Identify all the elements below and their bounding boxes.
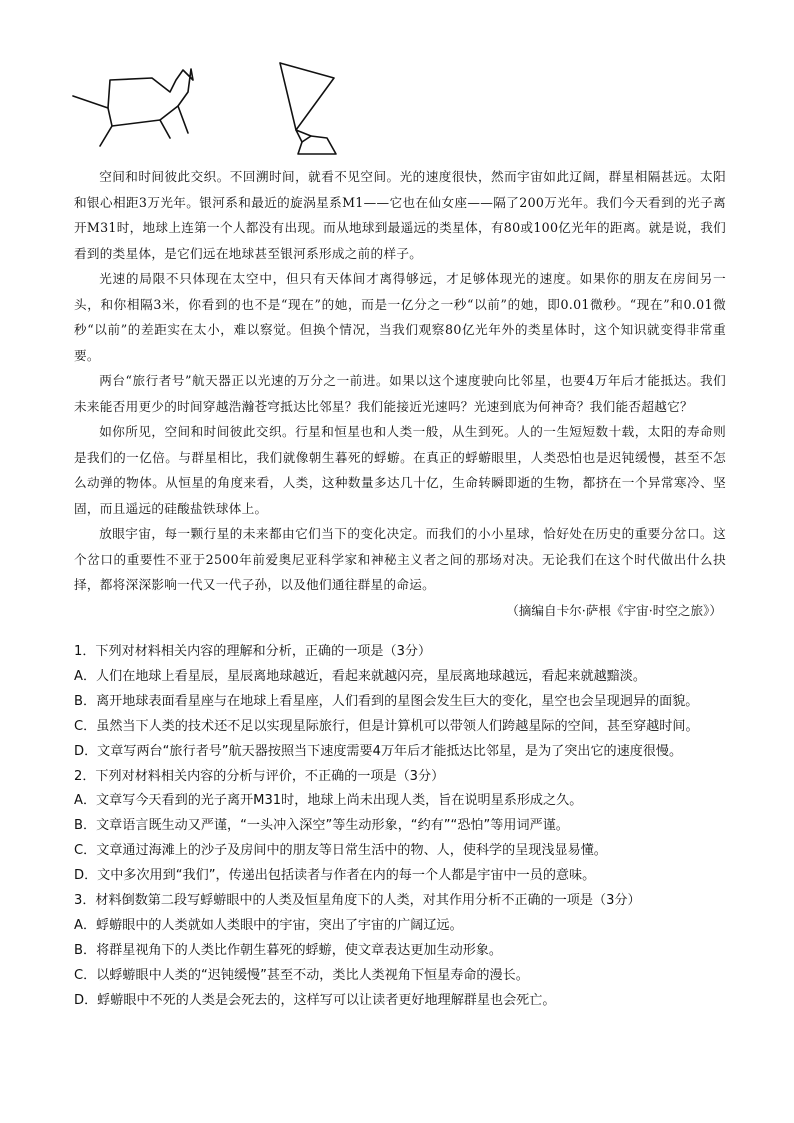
question-list (74, 640, 734, 1014)
question-1 (74, 640, 734, 765)
question-stem: 3．材料倒数第二段写蜉蝣眼中的人类及恒星角度下的人类，对其作用分析不正确的一项是（3分） (74, 893, 641, 909)
question-option-d: D．蜉蝣眼中不死的人类是会死去的，这样写可以让读者更好地理解群星也会死亡。 (74, 992, 556, 1008)
article-paragraph-5: 放眼宇宙，每一颗行星的未来都由它们当下的变化决定。而我们的小小星球，恰好处在历史的重要分岔口。这个岔口的重要性不亚于2500年前爱奥尼亚科学家和神秘主义者之间的那场对决。无论我们在这个时代做出什么抉择，都将深深影响一代又一代子孙，以及他们通往群星的命运。 (74, 526, 726, 592)
article-source: （摘编自卡尔·萨根《宇宙·时空之旅》） (506, 602, 722, 618)
question-option-a: A．蜉蝣眼中的人类就如人类眼中的宇宙，突出了宇宙的广阔辽远。 (74, 917, 463, 933)
question-3 (74, 889, 734, 1014)
article-paragraph-4: 如你所见，空间和时间彼此交织。行星和恒星也和人类一般，从生到死。人的一生短短数十载，太阳的寿命则是我们的一亿倍。与群星相比，我们就像朝生暮死的蜉蝣。在真正的蜉蝣眼里，人类恐怕也是迟钝缓慢，甚至不怎么动弹的物体。从恒星的角度来看，人类，这种数量多达几十亿，生命转瞬即逝的生物，都挤在一个异常寒冷、坚固，而且遥远的硅酸盐铁球体上。 (74, 424, 726, 516)
crater-constellation-figure (280, 63, 336, 154)
question-option-c: C．文章通过海滩上的沙子及房间中的朋友等日常生活中的物、人，使科学的呈现浅显易懂。 (74, 843, 607, 859)
question-option-b: B．文章语言既生动又严谨，“一头冲入深空”等生动形象，“约有”“恐怕”等用词严谨。 (74, 818, 569, 834)
article-text (74, 164, 726, 623)
article-paragraph-2: 光速的局限不只体现在太空中，但只有天体间才离得够远，才足够体现光的速度。如果你的朋友在房间另一头，和你相隔3米，你看到的也不是“现在”的她，而是一亿分之一秒“以前”的她，即0.01微秒。“现在”和0.01微秒“以前”的差距实在太小，难以察觉。但换个情况，当我们观察80亿光年外的类星体时，这个知识就变得非常重要。 (74, 271, 726, 363)
question-option-d: D．文中多次用到“我们”，传递出包括读者与作者在内的每一个人都是宇宙中一员的意味。 (74, 868, 596, 884)
question-2 (74, 765, 734, 890)
question-option-b: B．将群星视角下的人类比作朝生暮死的蜉蝣，使文章表达更加生动形象。 (74, 942, 502, 958)
question-option-c: C．以蜉蝣眼中人类的“迟钝缓慢”甚至不动，类比人类视角下恒星寿命的漫长。 (74, 967, 529, 983)
question-option-a: A．人们在地球上看星辰，星辰离地球越近，看起来就越闪亮，星辰离地球越远，看起来就越黯淡。 (74, 668, 646, 684)
question-stem: 2．下列对材料相关内容的分析与评价，不正确的一项是（3分） (74, 768, 445, 784)
question-option-d: D．文章写两台“旅行者号”航天器按照当下速度需要4万年后才能抵达比邻星，是为了突出它的速度很慢。 (74, 743, 683, 759)
leo-constellation-figure (73, 69, 193, 146)
question-option-c: C．虽然当下人类的技术还不足以实现星际旅行，但是计算机可以带领人们跨越星际的空间，甚至穿越时间。 (74, 718, 699, 734)
question-stem: 1．下列对材料相关内容的理解和分析，正确的一项是（3分） (74, 644, 432, 659)
article-paragraph-3: 两台“旅行者号”航天器正以光速的万分之一前进。如果以这个速度驶向比邻星，也要4万年后才能抵达。我们未来能否用更少的时间穿越浩瀚苍穹抵达比邻星？我们能接近光速吗？光速到底为何神奇？我们能否超越它？ (74, 373, 726, 414)
article-paragraph-1: 空间和时间彼此交织。不回溯时间，就看不见空间。光的速度很快，然而宇宙如此辽阔，群星相隔甚远。太阳和银心相距3万光年。银河系和最近的旋涡星系M1——它也在仙女座——隔了200万光年。我们今天看到的光子离开M31时，地球上连第一个人都没有出现。而从地球到最遥远的类星体，有80或100亿光年的距离。就是说，我们看到的类星体，是它们远在地球甚至银河系形成之前的样子。 (74, 169, 726, 261)
question-option-a: A．文章写今天看到的光子离开M31时，地球上尚未出现人类，旨在说明星系形成之久。 (74, 793, 583, 809)
question-option-b: B．离开地球表面看星座与在地球上看星座，人们看到的星图会发生巨大的变化，星空也会呈现迥异的面貌。 (74, 693, 699, 709)
constellation-figures (70, 58, 370, 168)
constellation-diagrams (70, 58, 370, 168)
